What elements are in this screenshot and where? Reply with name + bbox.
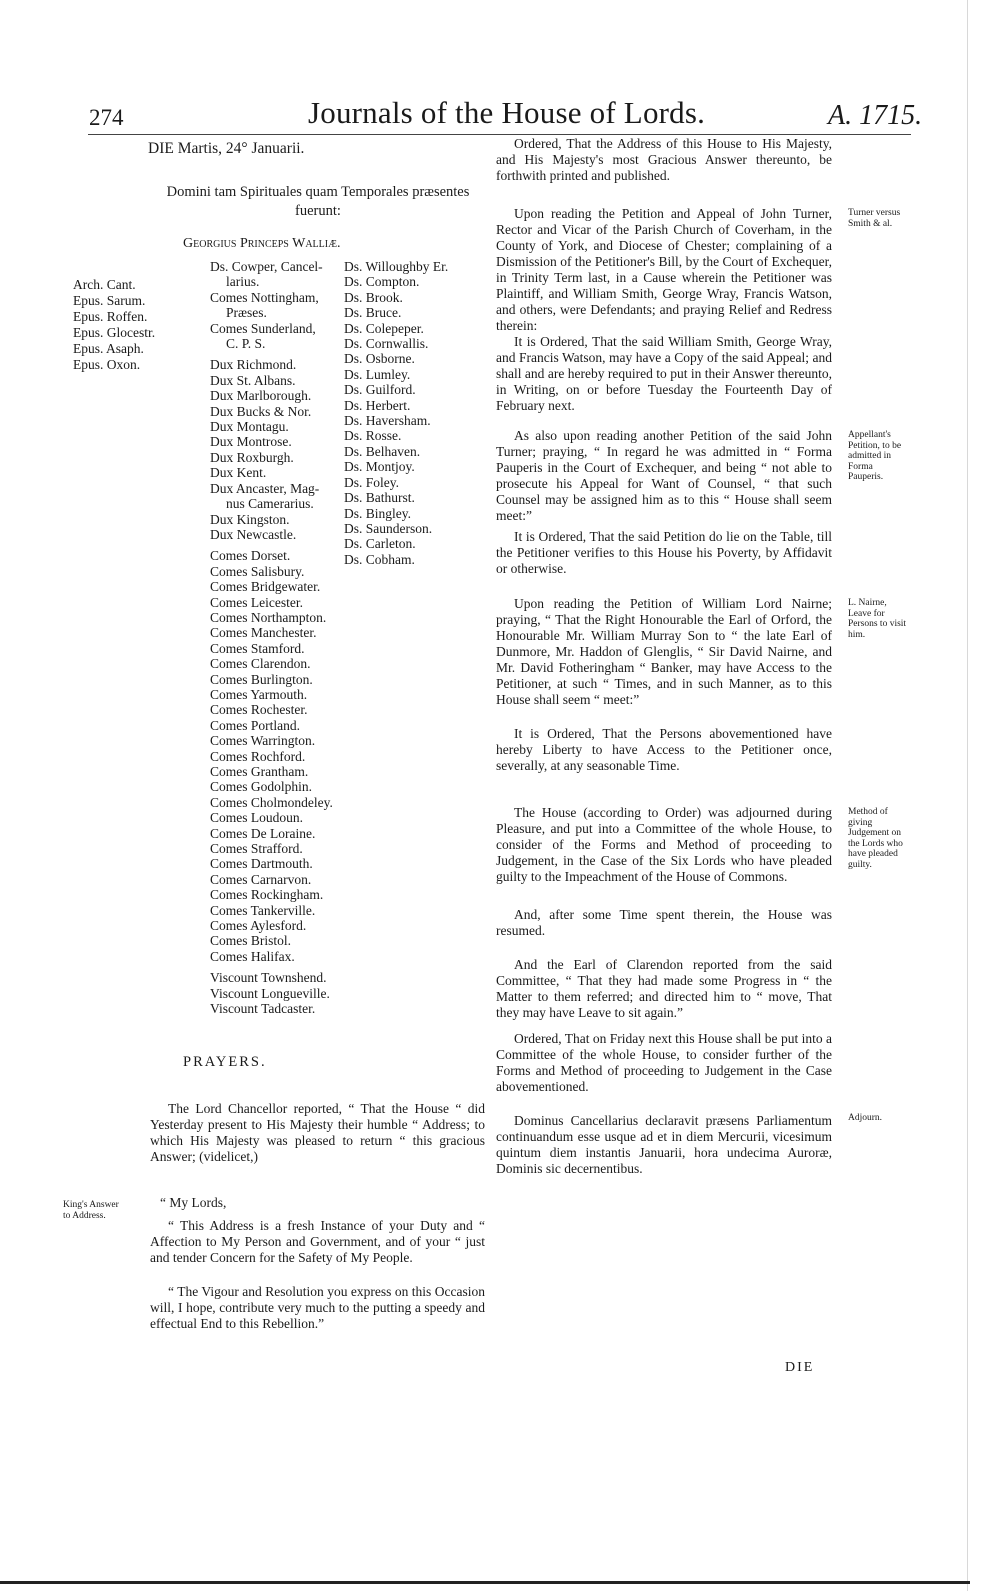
- lord-name: Comes Rockingham.: [210, 887, 324, 903]
- lord-name: Comes Strafford.: [210, 841, 303, 857]
- lord-chancellor-report: The Lord Chancellor reported, “ That the House “ did Yesterday present to His Majesty their humble “ Address; to which His Majesty was pleased to return “ this gracious Answer; (videlicet,): [150, 1101, 485, 1164]
- lord-name: Ds. Osborne.: [344, 351, 415, 367]
- lord-name: Ds. Cornwallis.: [344, 336, 429, 352]
- lord-name: Epus. Oxon.: [73, 357, 141, 372]
- page-edge: [967, 0, 968, 1591]
- lord-name: Comes Leicester.: [210, 594, 303, 610]
- margin-note-nairne: L. Nairne, Leave for Persons to visit him.: [848, 598, 907, 640]
- lord-name: Dux Bucks & Nor.: [210, 403, 312, 419]
- lord-name: Comes Cholmondeley.: [210, 794, 333, 810]
- catchword: DIE: [785, 1360, 815, 1375]
- nairne-petition: Upon reading the Petition of William Lord Nairne; praying, “ That the Right Honourable the Earl of Orford, the Honourable Mr. William Murray Son to “ the late Earl of Dunmore, Mr. Haddon of Glenglis, “ Sir David Nairne, and Mr. David Fotheringham “ Banker, may have Access to the Petitioner, at such “ Times, and in such Manner, as to this House shall seem “ meet:”: [496, 596, 832, 707]
- lord-name: Ds. Rosse.: [344, 428, 402, 444]
- lord-name: Dux Montagu.: [210, 419, 289, 435]
- lord-name: Comes Godolphin.: [210, 779, 313, 795]
- lord-name: Viscount Townshend.: [210, 970, 327, 986]
- house-resumed: And, after some Time spent therein, the House was resumed.: [496, 907, 832, 938]
- lord-name: Comes Yarmouth.: [210, 686, 308, 702]
- lord-name: Comes Rochester.: [210, 702, 308, 718]
- lord-name: Dux St. Albans.: [210, 372, 296, 388]
- lord-name: Ds. Herbert.: [344, 397, 411, 413]
- answer-paragraph-2: “ The Vigour and Resolution you express on this Occasion will, I hope, contribute very much to the putting a speedy and effectual End to this Rebellion.”: [150, 1284, 485, 1331]
- answer-salutation: “ My Lords,: [160, 1195, 227, 1210]
- lord-name: Comes Bristol.: [210, 933, 292, 949]
- lord-name: Comes Halifax.: [210, 948, 295, 964]
- order-print-address: Ordered, That the Address of this House to His Majesty, and His Majesty's most Gracious Answer thereunto, be forthwith printed and published.: [496, 136, 832, 183]
- lord-name: Epus. Glocestr.: [73, 325, 156, 340]
- lord-name: Comes Burlington.: [210, 671, 313, 687]
- lord-name: Dux Roxburgh.: [210, 449, 294, 465]
- lord-name: Ds. Bathurst.: [344, 490, 415, 506]
- lord-name: Comes Dorset.: [210, 548, 291, 564]
- prince-name: Georgius Princeps Walliæ.: [183, 236, 341, 251]
- lord-name: Ds. Saunderson.: [344, 520, 433, 536]
- lord-name: Comes Aylesford.: [210, 918, 307, 934]
- temporal-lords-col1: [210, 259, 340, 1017]
- lord-name: nus Camerarius.: [226, 496, 314, 512]
- lord-name: Comes Stamford.: [210, 640, 305, 656]
- lord-name: Ds. Belhaven.: [344, 443, 421, 459]
- order-copy-appeal: It is Ordered, That the said William Smith, George Wray, and Francis Watson, may have a Copy of the said Appeal; and shall and are hereby required to put in their Answer thereunto, in Writing, on or before Tuesday the Fourteenth Day of February next.: [496, 334, 832, 413]
- lord-name: Ds. Foley.: [344, 474, 400, 490]
- lord-name: Epus. Roffen.: [73, 309, 148, 324]
- lord-name: Comes Warrington.: [210, 733, 316, 749]
- margin-note-method: Method of giving Judgement on the Lords who have pleaded guilty.: [848, 807, 903, 870]
- lord-name: Ds. Cobham.: [344, 551, 415, 567]
- lord-name: Ds. Compton.: [344, 274, 420, 290]
- lord-name: Comes Salisbury.: [210, 563, 305, 579]
- lord-name: Comes De Loraine.: [210, 825, 316, 841]
- lord-name: Dux Kent.: [210, 465, 267, 481]
- lord-name: Ds. Willoughby Er.: [344, 259, 449, 274]
- committee-paragraph: The House (according to Order) was adjourned during Pleasure, and put into a Committee of the whole House, to consider of the Forms and Method of proceeding to Judgement, in the Case of the Six Lords who have pleaded guilty to the Impeachment of the House of Commons.: [496, 805, 832, 884]
- lord-name: Ds. Montjoy.: [344, 459, 415, 475]
- forma-pauperis-petition: As also upon reading another Petition of the said John Turner; praying, “ In regard he was admitted in “ Forma Pauperis in the Court of Exchequer, and being “ not able to prosecute his Appeal for Want of Counsel, “ that such Counsel may be assigned him as to this “ House shall seem meet:”: [496, 428, 832, 523]
- spiritual-lords-list: [73, 277, 155, 373]
- lord-name: Comes Tankerville.: [210, 902, 316, 918]
- lord-name: Ds. Carleton.: [344, 536, 416, 552]
- lord-name: Ds. Colepeper.: [344, 320, 424, 336]
- order-friday: Ordered, That on Friday next this House shall be put into a Committee of the whole House, to consider further of the Forms and Method of proceeding to Judgement in the Case abovementioned.: [496, 1031, 832, 1094]
- lord-name: Dux Newcastle.: [210, 526, 297, 542]
- date-heading: DIE Martis, 24° Januarii.: [148, 140, 305, 157]
- answer-paragraph-1: “ This Address is a fresh Instance of your Duty and “ Affection to My Person and Government, and of your “ just and tender Concern for the Safety of My People.: [150, 1218, 485, 1265]
- order-petition-table: It is Ordered, That the said Petition do lie on the Table, till the Petitioner verifies to this House his Poverty, by Affidavit or otherwise.: [496, 529, 832, 576]
- lord-name: Comes Sunderland,: [210, 320, 316, 336]
- lord-name: Viscount Tadcaster.: [210, 1001, 316, 1017]
- lord-name: Viscount Longueville.: [210, 985, 330, 1001]
- margin-note-turner: Turner versus Smith & al.: [848, 208, 901, 229]
- margin-note-appellant: Appellant's Petition, to be admitted in Forma Pauperis.: [848, 430, 902, 482]
- lord-name: Dux Ancaster, Mag-: [210, 480, 320, 496]
- lord-name: Ds. Guilford.: [344, 382, 416, 398]
- running-title: Journals of the House of Lords.: [308, 95, 706, 130]
- lord-name: Dux Marlborough.: [210, 388, 312, 404]
- lord-name: Comes Nottingham,: [210, 289, 319, 305]
- adjournment-latin: Dominus Cancellarius declaravit præsens Parliamentum continuandum esse usque ad et in diem Mercurii, vicesimum quintum diem instantis Januarii, hora undecima Auroræ, Dominis sic decernentibus.: [496, 1113, 832, 1176]
- turner-petition: Upon reading the Petition and Appeal of John Turner, Rector and Vicar of the Parish Church of Coverham, in the County of York, and Diocese of Chester; complaining of a Dismission of the Petitioner's Bill, by the Court of Exchequer, in Trinity Term last, in a Cause wherein the Petitioner was Plaintiff, and William Smith, George Wray, Francis Watson, and others, were Defendants; and praying Relief and Redress therein:: [496, 206, 832, 333]
- lord-name: Epus. Asaph.: [73, 341, 144, 356]
- lord-name: Arch. Cant.: [73, 277, 136, 292]
- lord-name: Ds. Bruce.: [344, 305, 402, 321]
- lord-name: Dux Kingston.: [210, 511, 290, 527]
- lord-name: Comes Loudoun.: [210, 810, 303, 826]
- lord-name: Præses.: [226, 305, 267, 321]
- lord-name: Comes Grantham.: [210, 764, 309, 779]
- lord-name: Comes Manchester.: [210, 625, 317, 641]
- lord-name: C. P. S.: [226, 336, 266, 352]
- year: A. 1715.: [828, 100, 923, 131]
- lord-name: Comes Dartmouth.: [210, 856, 313, 872]
- lord-name: Comes Rochford.: [210, 748, 306, 764]
- clarendon-report: And the Earl of Clarendon reported from the said Committee, “ That they had made some Progress in “ the Matter to them referred; and directed him to “ move, That they may have Leave to sit again.”: [496, 957, 832, 1020]
- lord-name: Epus. Sarum.: [73, 293, 146, 308]
- order-access: It is Ordered, That the Persons abovementioned have hereby Liberty to have Access to the Petitioner once, severally, at any seasonable Time.: [496, 726, 832, 773]
- lord-name: Comes Portland.: [210, 717, 300, 733]
- lord-name: Dux Richmond.: [210, 357, 297, 373]
- lord-name: Ds. Haversham.: [344, 413, 431, 429]
- lord-name: Ds. Lumley.: [344, 366, 411, 382]
- lord-name: Ds. Brook.: [344, 289, 403, 305]
- lord-name: Ds. Bingley.: [344, 505, 411, 521]
- margin-note-king: King's Answer to Address.: [63, 1200, 119, 1221]
- present-heading: Domini tam Spirituales quam Temporales præsentes fuerunt:: [166, 184, 470, 219]
- lord-name: Comes Bridgewater.: [210, 579, 321, 595]
- lord-name: Comes Clarendon.: [210, 656, 311, 672]
- temporal-lords-col2: [344, 259, 474, 567]
- bottom-rule: [0, 1581, 970, 1584]
- lord-name: Comes Carnarvon.: [210, 871, 312, 887]
- lord-name: Dux Montrose.: [210, 434, 292, 450]
- prayers-heading: PRAYERS.: [183, 1054, 267, 1070]
- lord-name: larius.: [226, 274, 260, 290]
- page-number: 274: [89, 105, 124, 130]
- lord-name: Comes Northampton.: [210, 609, 327, 625]
- lord-name: Ds. Cowper, Cancel-: [210, 259, 323, 274]
- margin-note-adjourn: Adjourn.: [848, 1113, 883, 1123]
- header-rule: [88, 134, 911, 135]
